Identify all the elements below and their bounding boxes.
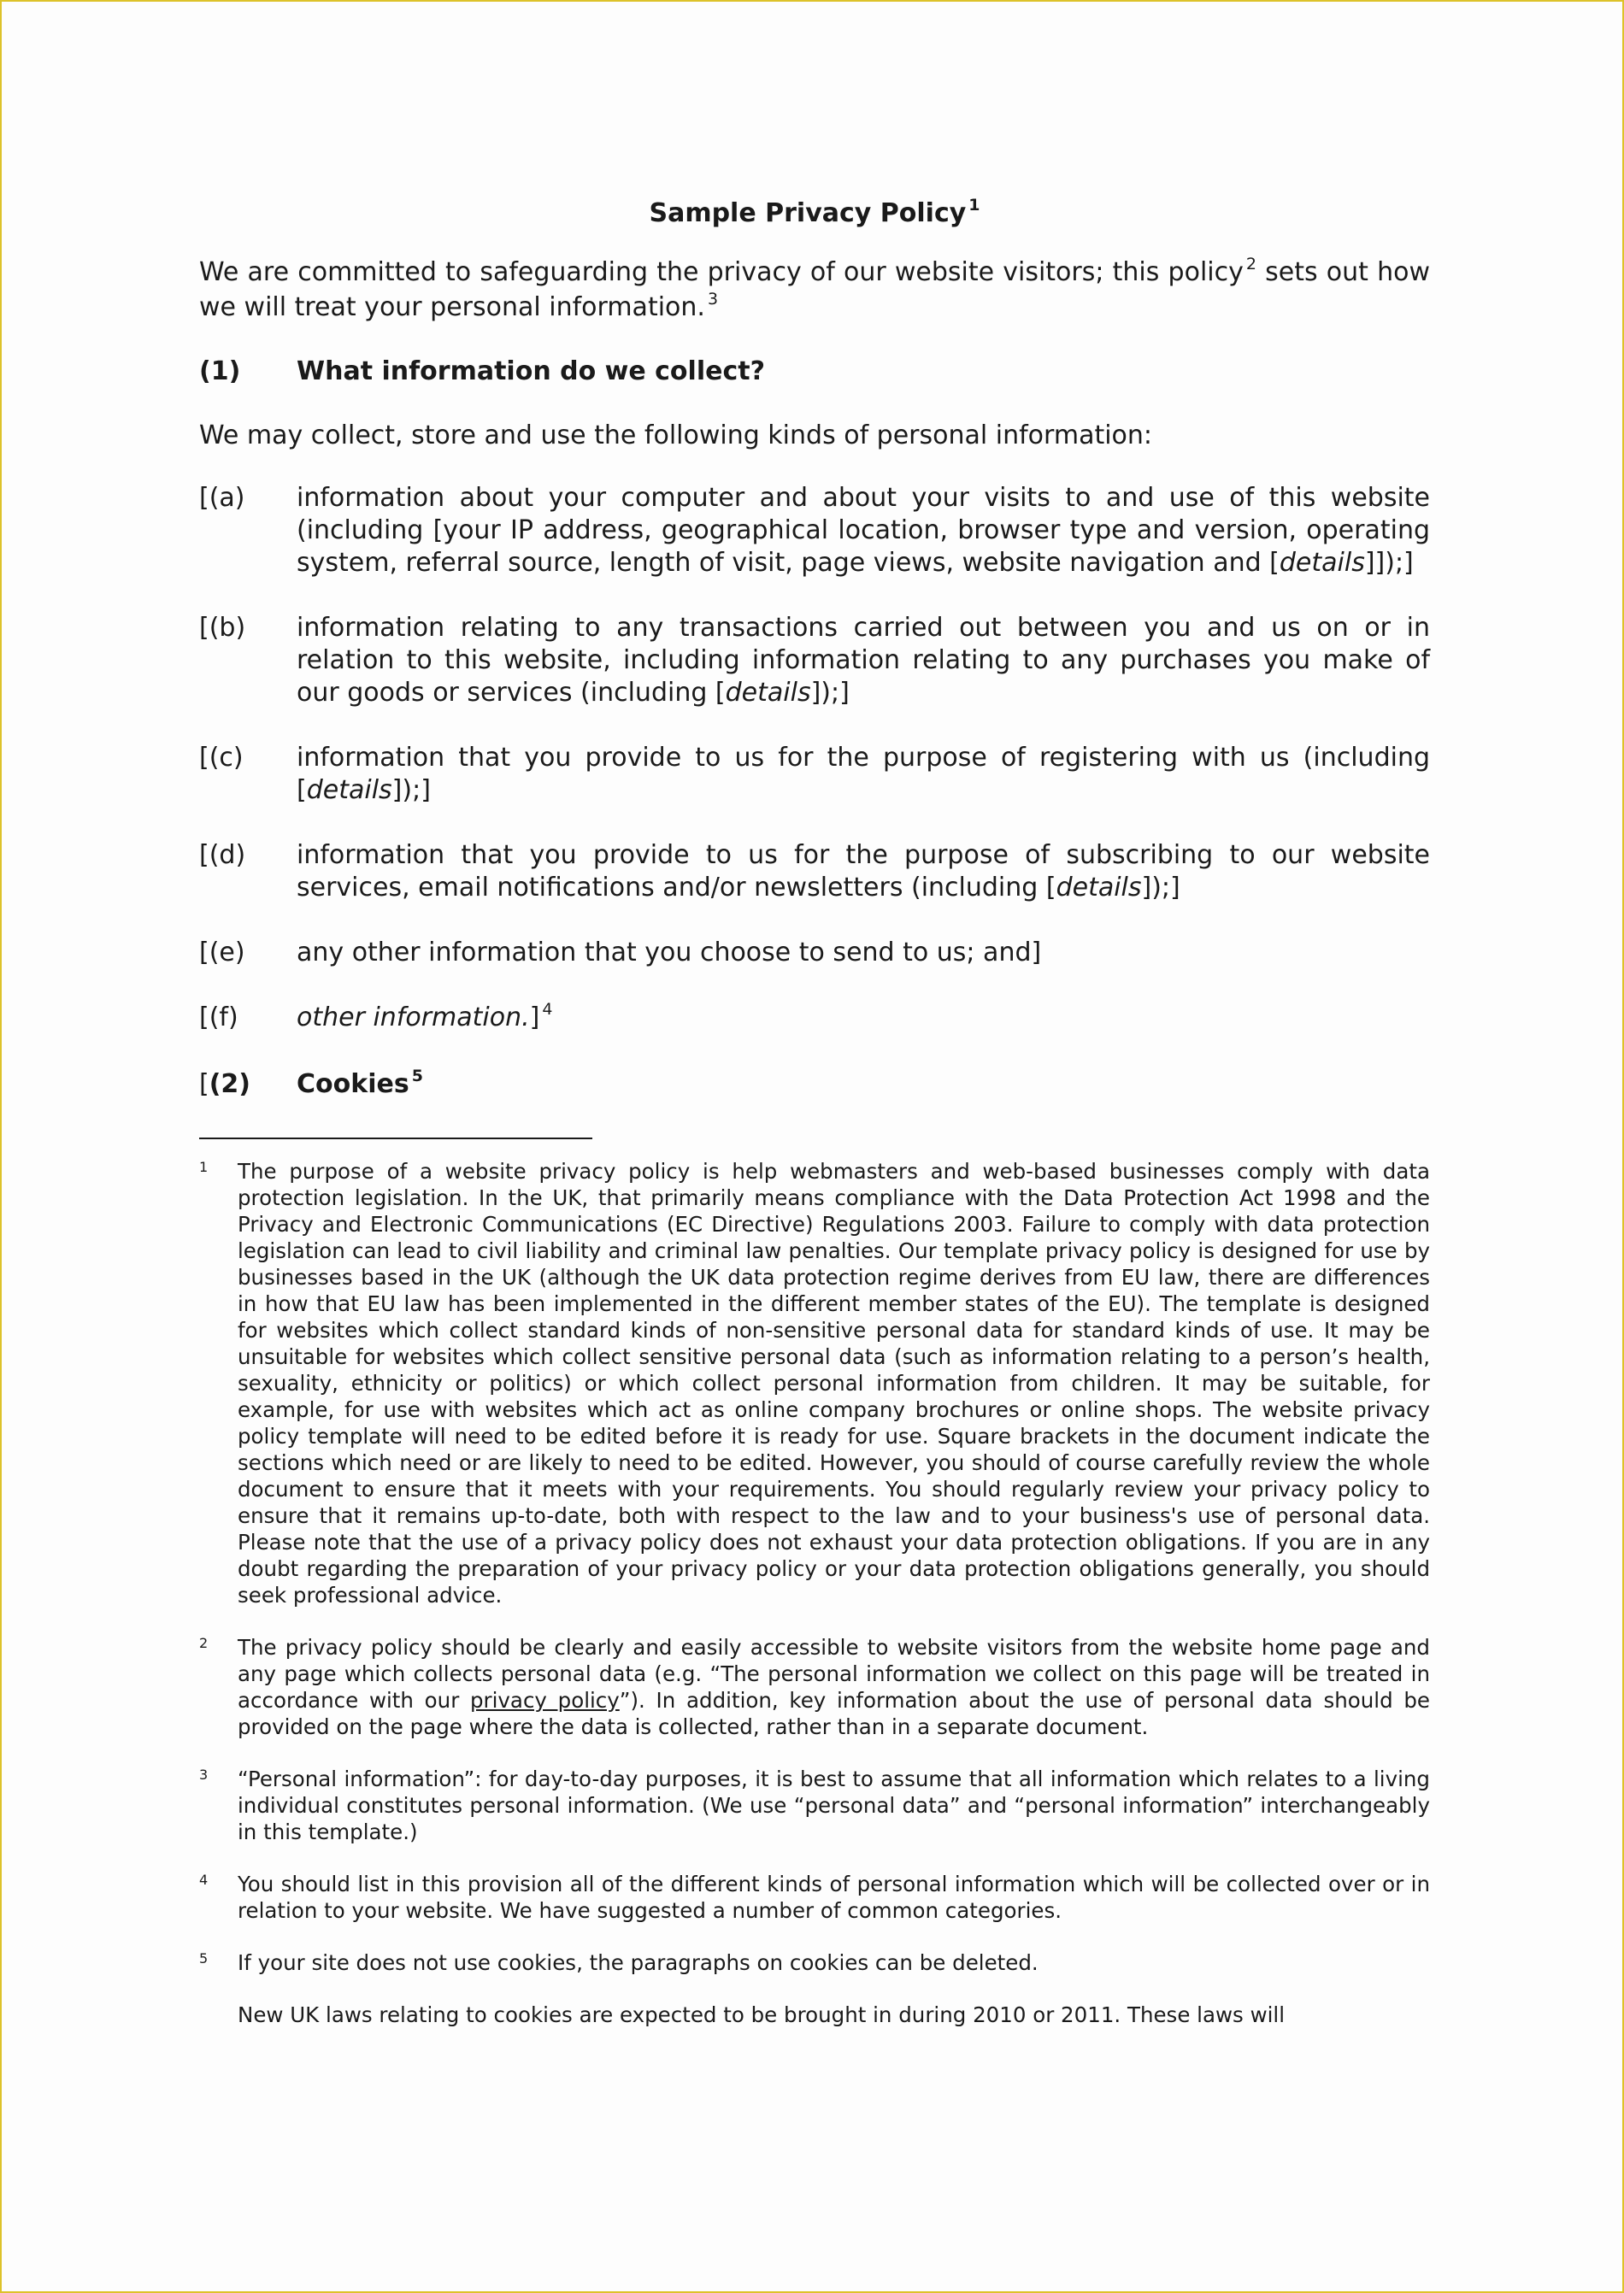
footnote-number: 3 xyxy=(199,1767,209,1783)
list-item-f xyxy=(199,1002,1430,1034)
list-item-label: [(d) xyxy=(199,840,246,870)
list-item-d xyxy=(199,839,1430,904)
privacy-policy-link[interactable]: privacy policy xyxy=(470,1688,620,1713)
list-item-label: [(f) xyxy=(199,1002,238,1032)
section-number: (1) xyxy=(199,356,241,386)
section-heading-1 xyxy=(199,354,1430,389)
footnote-ref-3[interactable]: 3 xyxy=(707,290,719,309)
footnote-text: “Personal information”: for day-to-day purposes, it is best to assume that all information which relates to a living individual constitutes personal information. (We use “personal data” and “personal information” interchangeably in this template.) xyxy=(238,1767,1430,1844)
intro-paragraph: We are committed to safeguarding the privacy of our website visitors; this policy $^2$ sets out how we will treat your personal information. $^3$ xyxy=(199,255,1430,322)
section-title: What information do we collect? xyxy=(297,356,765,386)
footnote-ref-4[interactable]: 4 xyxy=(542,1000,553,1019)
list-item-text: other information.] $^4$ xyxy=(297,1000,553,1032)
footnote-text: If your site does not use cookies, the paragraphs on cookies can be deleted. New UK laws relating to cookies are expected to be brought in during 2010 or 2011. These laws will xyxy=(238,1950,1286,2027)
footnote-number: 1 xyxy=(199,1159,209,1175)
list-item-label: [(a) xyxy=(199,483,245,513)
footnote-ref-2[interactable]: 2 xyxy=(1245,255,1256,273)
section-number: [(2) xyxy=(199,1069,251,1099)
footnote-ref-1[interactable]: 1 xyxy=(968,196,980,215)
list-item-label: [(c) xyxy=(199,743,244,773)
list-item-e xyxy=(199,937,1430,969)
footnote-text: You should list in this provision all of the different kinds of personal information which will be collected over or in relation to your website. We have suggested a number of common categories. xyxy=(238,1872,1430,1923)
footnote-2 xyxy=(199,1634,1430,1740)
footnote-5 xyxy=(199,1949,1430,2028)
footnote-number: 2 xyxy=(199,1635,209,1651)
footnote-1 xyxy=(199,1158,1430,1608)
document-title: Sample Privacy Policy $^1$ xyxy=(649,196,980,228)
footnote-separator xyxy=(199,1138,592,1139)
section-heading-2 xyxy=(199,1067,1430,1102)
list-item-c xyxy=(199,742,1430,807)
footnote-number: 4 xyxy=(199,1872,209,1888)
list-item-text: information that you provide to us for the purpose of registering with us (including [details]);] xyxy=(297,743,1430,805)
list-item-label: [(e) xyxy=(199,938,245,967)
footnote-ref-5[interactable]: 5 xyxy=(411,1067,423,1085)
list-item-text: information relating to any transactions carried out between you and us on or in relation to this website, including information relating to any purchases you make of our goods or services (including [details]);] xyxy=(297,613,1430,708)
list-item-text: any other information that you choose to send to us; and] xyxy=(297,938,1042,967)
list-item-b xyxy=(199,612,1430,709)
footnote-number: 5 xyxy=(199,1950,209,1967)
list-item-a xyxy=(199,482,1430,579)
list-item-text: information that you provide to us for the purpose of subscribing to our website services, email notifications and/or newsletters (including [details]);] xyxy=(297,840,1430,903)
section-lead: We may collect, store and use the following kinds of personal information: xyxy=(199,420,1153,450)
document-content xyxy=(199,195,1430,2054)
footnote-text: The purpose of a website privacy policy is help webmasters and web-based businesses comply with data protection legislation. In the UK, that primarily means compliance with the Data Protection Act 1998 and the Privacy and Electronic Communications (EC Directive) Regulations 2003. Failure to comply with data protection legislation can lead to civil liability and criminal law penalties. Our template privacy policy is designed for use by businesses based in the UK (although the UK data protection regime derives from EU law, there are differences in how that EU law has been implemented in the different member states of the EU). The template is designed for websites which collect standard kinds of non-sensitive personal data for standard kinds of use. It may be unsuitable for websites which collect sensitive personal data (such as information relating to a person’s health, sexuality, ethnicity or politics) or which collect personal information from children. It may be suitable, for example, for use with websites which act as online company brochures or online shops. The website privacy policy template will need to be edited before it is ready for use. Square brackets in the document indicate the sections which need or are likely to need to be edited. However, you should of course carefully review the whole document to ensure that it meets with your requirements. You should regularly review your privacy policy to ensure that it remains up-to-date, both with respect to the law and to your business's use of personal data. Please note that the use of a privacy policy does not exhaust your data protection obligations. If you are in any doubt regarding the preparation of your privacy policy or your data protection obligations generally, you should seek professional advice. xyxy=(238,1159,1430,1608)
footnote-3 xyxy=(199,1766,1430,1845)
section-title: Cookies $^5$ xyxy=(297,1067,423,1099)
footnote-4 xyxy=(199,1871,1430,1924)
footnote-text: The privacy policy should be clearly and easily accessible to website visitors from the website home page and any page which collects personal data (e.g. “The personal information we collect on this page will be treated in accordance with our privacy policy”). In addition, key information about the use of personal data should be provided on the page where the data is collected, rather than in a separate document. xyxy=(238,1635,1430,1739)
list-item-label: [(b) xyxy=(199,613,246,643)
list-item-text: information about your computer and about your visits to and use of this website (including [your IP address, geographical location, browser type and version, operating system, referral source, length of visit, page views, website navigation and [details]]);] xyxy=(297,483,1430,578)
